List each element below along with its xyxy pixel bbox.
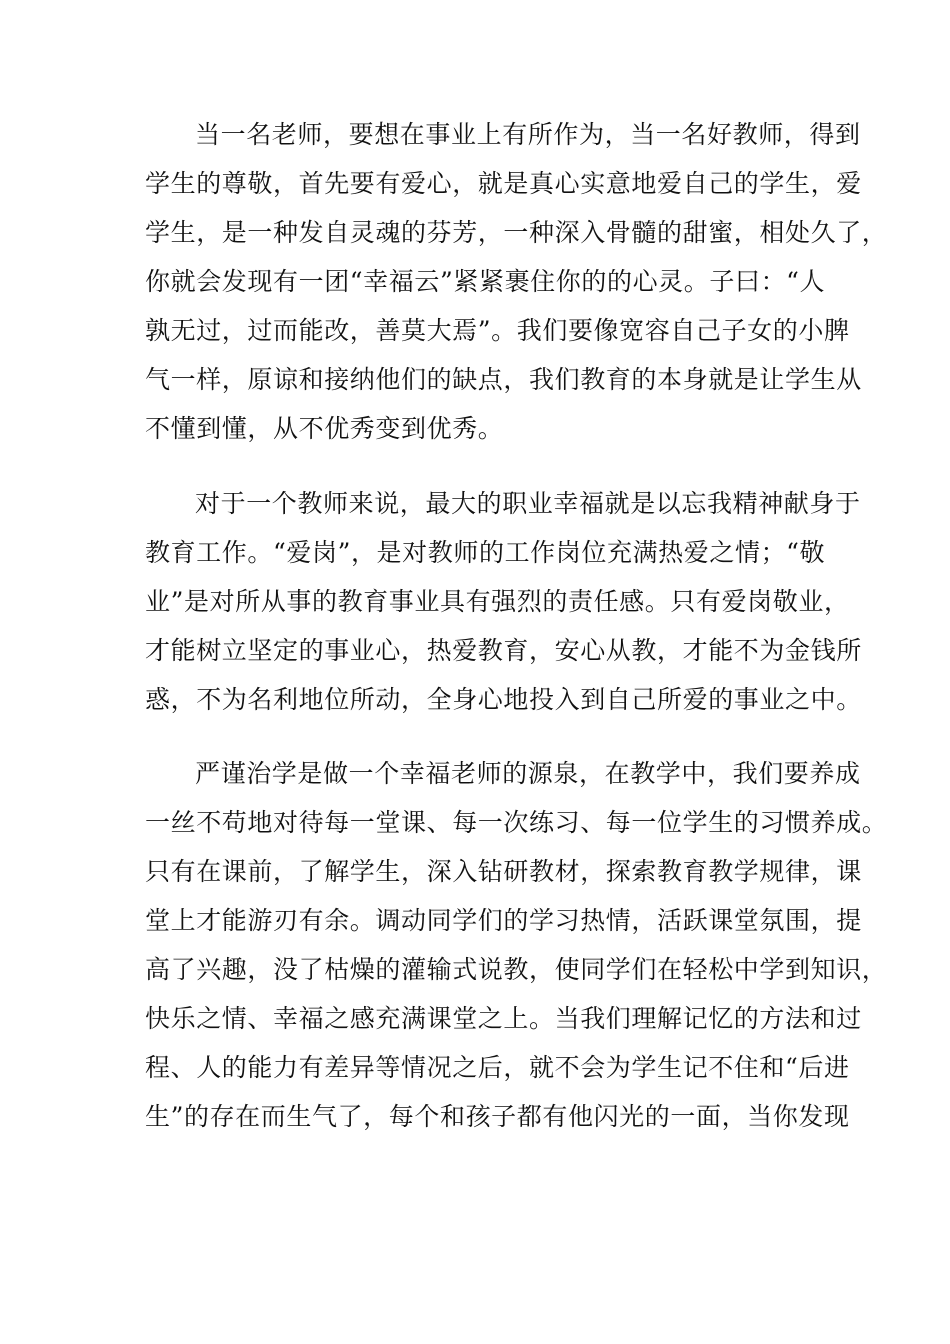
paragraph-line: 孰无过，过而能改，善莫大焉”。我们要像宽容自己子女的小脾 [145, 316, 850, 345]
paragraph-line: 当一名老师，要想在事业上有所作为，当一名好教师，得到 [195, 120, 861, 149]
paragraph-line: 程、人的能力有差异等情况之后，就不会为学生记不住和“后进 [145, 1053, 850, 1082]
paragraph-line: 学生，是一种发自灵魂的芬芳，一种深入骨髓的甜蜜，相处久了， [145, 218, 888, 247]
paragraph-line: 严谨治学是做一个幸福老师的源泉，在教学中，我们要养成 [195, 759, 861, 788]
paragraph-line: 对于一个教师来说，最大的职业幸福就是以忘我精神献身于 [195, 489, 861, 518]
paragraph-line: 一丝不苟地对待每一堂课、每一次练习、每一位学生的习惯养成。 [145, 808, 888, 837]
paragraph-line: 才能树立坚定的事业心，热爱教育，安心从教，才能不为金钱所 [145, 636, 862, 665]
paragraph-line: 只有在课前，了解学生，深入钻研教材，探索教育教学规律，课 [145, 857, 862, 886]
paragraph-line: 惑，不为名利地位所动，全身心地投入到自己所爱的事业之中。 [145, 685, 862, 714]
paragraph-line: 业”是对所从事的教育事业具有强烈的责任感。只有爱岗敬业， [145, 587, 850, 616]
paragraph-1 [145, 110, 888, 453]
paragraph-line: 堂上才能游刃有余。调动同学们的学习热情，活跃课堂氛围，提 [145, 906, 862, 935]
paragraph-3 [145, 749, 888, 1141]
paragraph-line: 生”的存在而生气了，每个和孩子都有他闪光的一面，当你发现 [145, 1102, 850, 1131]
paragraph-line: 快乐之情、幸福之感充满课堂之上。当我们理解记忆的方法和过 [145, 1004, 862, 1033]
paragraph-line: 学生的尊敬，首先要有爱心，就是真心实意地爱自己的学生，爱 [145, 169, 862, 198]
paragraph-line: 你就会发现有一团“幸福云”紧紧裹住你的的心灵。子曰：“人 [145, 267, 826, 296]
paragraph-line: 高了兴趣，没了枯燥的灌输式说教，使同学们在轻松中学到知识， [145, 955, 888, 984]
paragraph-line: 教育工作。“爱岗”，是对教师的工作岗位充满热爱之情；“敬 [145, 538, 826, 567]
paragraph-2 [145, 479, 862, 724]
paragraph-line: 不懂到懂，从不优秀变到优秀。 [145, 414, 504, 443]
paragraph-line: 气一样，原谅和接纳他们的缺点，我们教育的本身就是让学生从 [145, 365, 862, 394]
